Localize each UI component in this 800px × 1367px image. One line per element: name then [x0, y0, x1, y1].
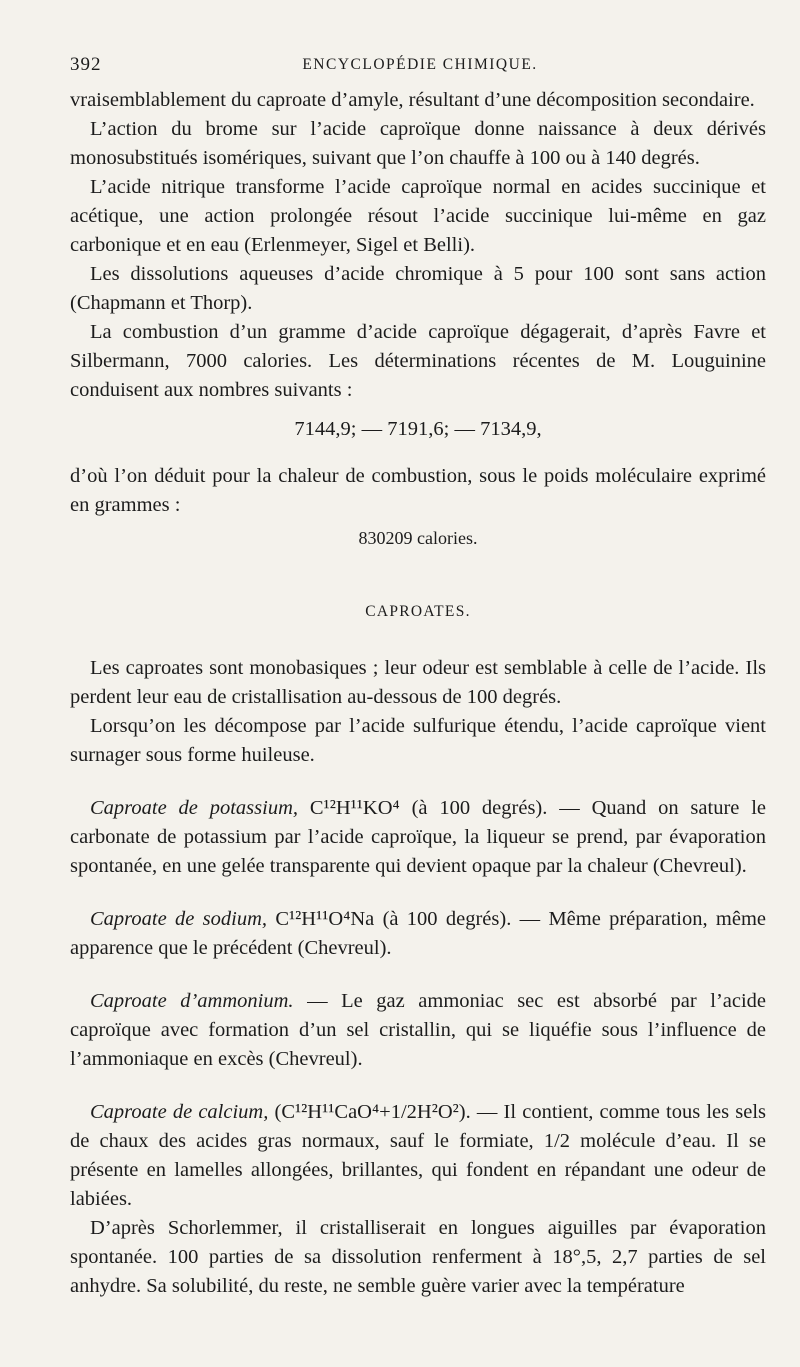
entry-title: Caproate de sodium, [90, 908, 268, 930]
paragraph-schorlemmer: D’après Schorlemmer, il cristalliserait en longues aiguilles par évaporation spontanée. 100 parties de sa dissolution renferment à 18°,5, 2,7 parties de sel anhydre. Sa solubilité, du reste, ne semble guère varier avec la température [70, 1217, 766, 1297]
page-body [70, 86, 766, 1301]
section-title: CAPROATES. [365, 603, 471, 620]
entry-text: (à 100 degrés). — Même préparation, même apparence que le précédent (Chevreul). [70, 908, 766, 959]
heat-unit: calories. [417, 528, 478, 548]
combustion-values: 7144,9; — 7191,6; — 7134,9, [294, 418, 542, 440]
entry-title: Caproate de potassium, [90, 797, 299, 819]
entry-text: (à 100 degrés). — Quand on sature le carbonate de potassium par l’acide caproïque, la liqueur se prend, par évaporation spontanée, en une gelée transparente qui devient opaque par la chaleur (Chevreul). [70, 797, 767, 877]
entry-title: Caproate de calcium, [90, 1101, 269, 1123]
heat-value: 830209 [358, 528, 413, 548]
paragraph-brome: L’action du brome sur l’acide caproïque donne naissance à deux dérivés monosubstitués isomériques, suivant que l’on chauffe à 100 ou à 140 degrés. [70, 118, 766, 169]
paragraph-chromique: Les dissolutions aqueuses d’acide chromique à 5 pour 100 sont sans action (Chapmann et Thorp). [70, 263, 766, 314]
paragraph-caproates: Les caproates sont monobasiques ; leur odeur est semblable à celle de l’acide. Ils perdent leur eau de cristallisation au-dessous de 100 degrés. [70, 657, 766, 708]
paragraph-combustion: La combustion d’un gramme d’acide caproïque dégagerait, d’après Favre et Silbermann, 7000 calories. Les déterminations récentes de M. Louguinine conduisent aux nombres suivants : [70, 321, 766, 401]
page-header [70, 54, 770, 84]
heat-value-line [70, 524, 766, 553]
entry-ammonium [70, 987, 766, 1074]
paragraph-decomposition: Lorsqu’on les décompose par l’acide sulfurique étendu, l’acide caproïque vient surnager sous forme huileuse. [70, 715, 766, 766]
entry-text: — Le gaz ammoniac sec est absorbé par l’acide caproïque avec formation d’un sel cristallin, qui se liquéfie sous l’influence de l’ammoniaque en excès (Chevreul). [70, 990, 767, 1070]
entry-formula: C¹²H¹¹O⁴Na [275, 908, 375, 930]
entry-text: — Il contient, comme tous les sels de chaux des acides gras normaux, sauf le formiate, 1/2 molécule d’eau. Il se présente en lamelles allongées, brillantes, qui fondent en répandant une odeur de labiées. [70, 1101, 767, 1210]
entry-potassium [70, 794, 766, 881]
paragraph-continued: vraisemblablement du caproate d’amyle, résultant d’une décomposition secondaire. [70, 89, 755, 111]
paragraph-nitrique: L’acide nitrique transforme l’acide caproïque normal en acides succinique et acétique, une action prolongée résout l’acide succinique lui-même en gaz carbonique et en eau (Erlenmeyer, Sigel et Belli). [70, 176, 766, 256]
entry-title: Caproate d’ammonium. [90, 990, 294, 1012]
paragraph-chaleur: d’où l’on déduit pour la chaleur de combustion, sous le poids moléculaire exprimé en grammes : [70, 465, 766, 516]
entry-sodium [70, 905, 766, 963]
entry-formula: (C¹²H¹¹CaO⁴+1/2H²O²). [274, 1101, 471, 1123]
entry-calcium [70, 1098, 766, 1214]
page-number: 392 [70, 54, 102, 75]
entry-formula: C¹²H¹¹KO⁴ [309, 797, 400, 819]
running-title: ENCYCLOPÉDIE CHIMIQUE. [302, 56, 538, 73]
